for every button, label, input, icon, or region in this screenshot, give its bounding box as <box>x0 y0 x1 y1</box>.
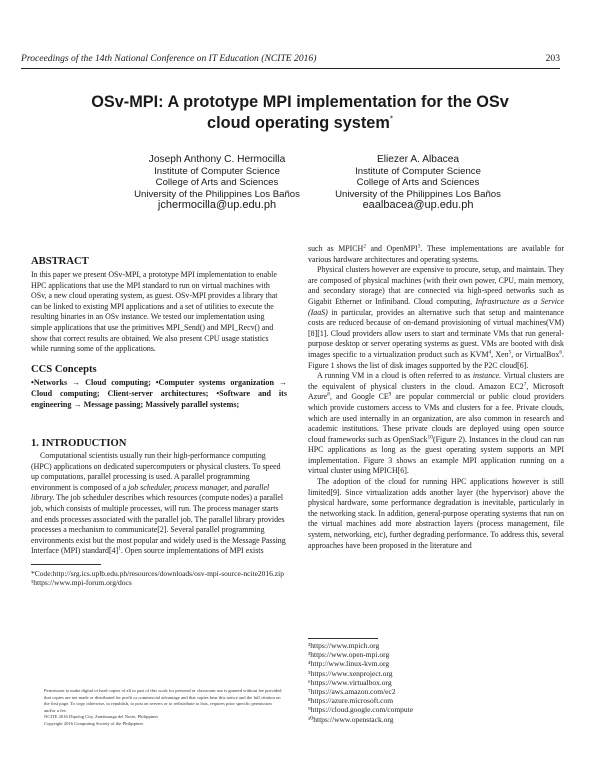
conference-venue: NCITE 2016 Dipolog City, Zamboanga del Norte, Philippines <box>44 714 159 719</box>
running-header: Proceedings of the 14th National Conference on IT Education (NCITE 2016) <box>21 53 317 64</box>
footnote-rule <box>308 638 378 639</box>
footnote: ⁷https://aws.amazon.com/ec2 <box>308 687 396 697</box>
emphasis: parallel library. <box>31 482 270 503</box>
author-affiliation: Institute of Computer Science <box>154 165 280 177</box>
footnote-ref: 10 <box>427 434 433 441</box>
footnote: ⁹https://cloud.google.com/compute <box>308 705 414 715</box>
author-block-1 <box>102 154 332 212</box>
author-email: eaalbacea@up.edu.ph <box>362 199 474 212</box>
emphasis: job scheduler, process manager, <box>128 482 229 492</box>
ccs-heading: CCS Concepts <box>31 364 97 375</box>
permission-text: Permission to make digital or hard copies of all or part of this work for personal or classroom use is granted without fee provided that copies are not made or distributed for profit or commercial advantage and that copies bear this notice and the full citation on the first page. To copy otherwise, to republish, to post on servers or to redistribute to lists, requires prior specific permission and/or a fee. <box>44 688 282 713</box>
text-run: Computational scientists usually run their high-performance computing (HPC) applications on dedicated supercomputers or physical clusters. To speed up computations, parallel processing is used. A parallel programming environment is composed of a <box>31 451 281 492</box>
footnote-ref: 9 <box>388 391 392 398</box>
paragraph <box>308 371 564 477</box>
text-run: , Xen <box>491 349 509 359</box>
footnote: ⁴http://www.linux-kvm.org <box>308 659 390 669</box>
right-column <box>308 244 564 551</box>
text-run: A running VM in a cloud is often referred to as <box>317 371 473 381</box>
footnote-ref: 7 <box>523 381 527 388</box>
footnotes-right <box>308 641 564 724</box>
title-line-1: OSv-MPI: A prototype MPI implementation for the OSv <box>91 93 509 111</box>
footnote: ⁶https://www.virtualbox.org <box>308 677 392 687</box>
ccs-concepts <box>31 377 287 410</box>
text-run: . These implementations are available for various hardware architectures and operating systems. <box>308 244 564 264</box>
footnote: ⁸https://azure.microsoft.com <box>308 696 394 706</box>
title-line-2-text: cloud operating system <box>207 114 390 132</box>
author-affiliation: University of the Philippines Los Baños <box>335 188 501 200</box>
footnote: ¹https://www.mpi-forum.org/docs <box>31 578 132 588</box>
footnote-ref: 5 <box>508 349 512 356</box>
text-run: Virtual clusters are the equivalent of physical clusters in the cloud. Amazon EC2 <box>308 371 564 391</box>
paragraph <box>308 244 564 265</box>
footnote-ref: 2 <box>363 243 366 250</box>
copyright-notice: Copyright 2016 Computing Society of the Philippines <box>44 720 144 726</box>
paper-title <box>30 92 570 134</box>
abstract-heading: ABSTRACT <box>31 256 89 267</box>
footnote-ref: 1 <box>118 545 121 552</box>
footnote-ref: 3 <box>417 243 421 250</box>
introduction-paragraph <box>31 451 287 557</box>
text-run: and OpenMPI <box>365 244 418 253</box>
page-number: 203 <box>545 53 560 64</box>
text-run: (Figure 2). Instances in the cloud can run HPC applications as long as the guest operating system supports an MPI implementation. Figure 3 shows an example MPI application running on a virtual cluster using MPICH[6]. <box>308 434 565 476</box>
text-run: , or VirtualBox <box>511 349 560 359</box>
author-affiliation: University of the Philippines Los Baños <box>134 188 300 200</box>
text-run: such as MPICH <box>308 244 364 253</box>
text-run: in particular, provides an alternative such that setup and maintenance costs are reduced because of on-demand provisioning of virtual machines(VM)[8][1]. Cloud providers allow users to start and terminate VMs that run general-purpose desktop or server operating systems as guest. VMs are booted with disk images specific to a virtualization product such as KVM <box>308 307 564 359</box>
footnote-ref: 8 <box>327 391 330 398</box>
permission-block <box>44 688 284 727</box>
author-affiliation: College of Arts and Sciences <box>356 177 480 189</box>
footnote-ref: 6 <box>559 349 563 356</box>
footnote: ³https://www.open-mpi.org <box>308 650 390 660</box>
title-footnote-marker: * <box>389 114 393 124</box>
introduction-heading: 1. INTRODUCTION <box>31 438 127 449</box>
author-email: jchermocilla@up.edu.ph <box>157 199 277 212</box>
footnotes-left <box>31 569 287 587</box>
emphasis: Infrastructure as a Service (IaaS) <box>308 296 564 317</box>
text-run: are popular commercial or public cloud providers which provide customers access to VMs and clusters for a fee. Private clouds, which are used internally in an organization, are also common in research and academic institutions. These private clouds are deployed using open source cloud frameworks such as OpenStack <box>308 392 564 444</box>
footnote: ⁵https://www.xenproject.org <box>308 668 393 678</box>
text-run: . Figure 1 shows the list of disk images supported by the P2C cloud[6]. <box>308 349 564 370</box>
author-block-2 <box>303 154 533 212</box>
paragraph <box>308 265 564 371</box>
author-affiliation: Institute of Computer Science <box>355 165 481 177</box>
text-run: and <box>228 482 245 492</box>
text-run: , and Google CE <box>329 392 389 402</box>
paragraph: The adoption of the cloud for running HPC applications however is still limited[9]. Since virtualization adds another layer (the hypervisor) above the physical hardware, some performance degradation is inevitable, particularly in the networking stack. In addition, general-purpose operating systems that run on the virtual machines add more abstraction layers (process management, file system, networking, etc), further degrading performance. To address this, several approaches have been proposed in the literature and <box>308 477 564 550</box>
header-rule <box>21 68 560 69</box>
author-name: Joseph Anthony C. Hermocilla <box>148 154 286 165</box>
footnote: ²https://www.mpich.org <box>308 641 380 650</box>
abstract-text: In this paper we present OSv-MPI, a prototype MPI implementation to enable HPC applications that use the MPI standard to run on virtual machines with OSv, a new cloud operating system, as guest. OSv-MPI provides a library that can be linked to existing MPI applications and a set of utilities to execute the resulting binaries in an OSv instance. We tested our implementation using simple applications that use the primitives MPI_Send() and MPI_Recv() and show that correct results are obtained. We also present CPU usage statistics while running some of the applications. <box>31 270 278 354</box>
footnote: ¹⁰https://www.openstack.org <box>308 714 394 724</box>
footnote: *Code:http://srg.ics.uplb.edu.ph/resources/downloads/osv-mpi-source-ncite2016.zip <box>31 569 284 578</box>
text-run: Physical clusters however are expensive to procure, setup, and maintain. They are composed of physical machines (with their own power, CPU, main memory, and secondary storage) that are connected via high-speed networks such as Gigabit Ethernet or Infiniband. Cloud computing, <box>308 265 564 306</box>
text-run: , Microsoft Azure <box>308 381 564 402</box>
text-run: . Open source implementations of MPI exists <box>120 546 264 556</box>
title-line-2 <box>30 113 570 134</box>
ccs-concepts-text: •Networks → Cloud computing; •Computer systems organization → Cloud computing; Client-server architectures; •Software and its engineering → Message passing; Massively parallel systems; <box>31 378 287 409</box>
text-run: The job scheduler describes which resources (compute nodes) a parallel job, which consists of multiple processes, will run. The process manager starts and ends processes associated with the parallel job. The parallel library provides processes a mechanism to communicate[2]. Several parallel programming environments exist but the most popular and widely used is the Message Passing Interface (MPI) standard[4] <box>31 493 286 556</box>
emphasis: instance. <box>472 371 502 381</box>
author-affiliation: College of Arts and Sciences <box>155 177 279 189</box>
footnote-rule <box>31 564 101 565</box>
author-name: Eliezer A. Albacea <box>376 154 460 165</box>
footnote-ref: 4 <box>488 349 492 356</box>
